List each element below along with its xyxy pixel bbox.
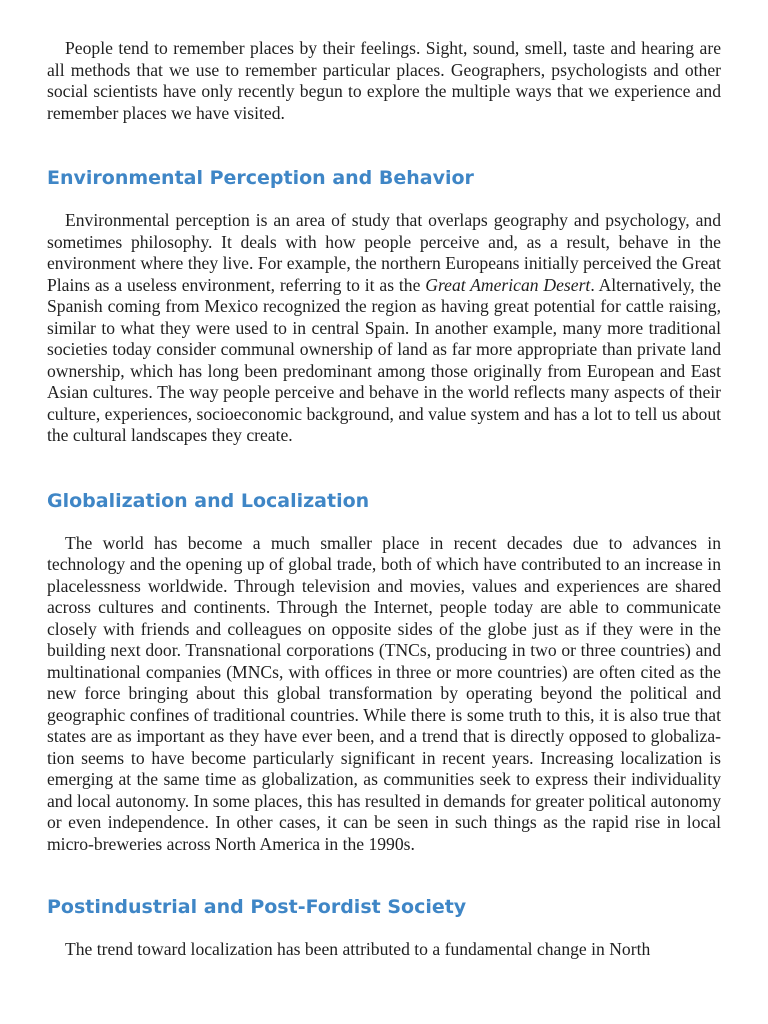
environmental-perception-text-a: Environmental perception is an area of study that overlaps geography and psychology, and sometimes philosophy. It deals with how people perceive and, as a result, behave in the environment where they live. For example, the northern Europeans initially perceived the Great Plains as a useless environment, referring to it as the [47,210,721,295]
section-heading-postindustrial: Postindustrial and Post-Fordist Society [47,896,467,918]
environmental-perception-paragraph [47,210,721,447]
document-page [47,38,721,961]
globalization-paragraph: The world has become a much smaller place in recent decades due to advances in technology and the opening up of global trade, both of which have contributed to an increase in placelessness worldwide. Through television and movies, values and experiences are shared across cultures and continents. Through the Internet, people today are able to communicate closely with friends and colleagues on opposite sides of the globe just as if they were in the building next door. Transnational corporations (TNCs, producing in two or three countries) and multinational companies (MNCs, with offices in three or more countries) are often cited as the new force bringing about this global transformation by operating beyond the political and geographic confines of traditional countries. While there is some truth to this, it is also true that states are as important as they have ever been, and a trend that is directly opposed to globalization seems to have become particularly significant in recent years. Increasing localization is emerging at the same time as globalization, as communities seek to express their individuality and local autonomy. In some places, this has resulted in demands for greater political autonomy or even independence. In other cases, it can be seen in such things as the rapid rise in local micro-breweries across North America in the 1990s. [47,532,721,854]
intro-paragraph: People tend to remember places by their feelings. Sight, sound, smell, taste and hearing are all methods that we use to remember particular places. Geographers, psychologists and other social scientists have only recently begun to explore the multiple ways that we experience and remember places we have visited. [47,38,721,123]
postindustrial-paragraph: The trend toward localization has been attributed to a fundamental change in North [65,939,651,959]
section-heading-environmental-perception: Environmental Perception and Behavior [47,167,474,189]
section-heading-globalization: Globalization and Localization [47,489,370,512]
environmental-perception-text-b: . Alternatively, the Spanish coming from Mexico recognized the region as having great potential for cattle raising, similar to what they were used to in central Spain. In another example, many more traditional societies today consider communal ownership of land as far more appropriate than private land ownership, which has long been predominant among those originally from European and East Asian cultures. The way people perceive and behave in the world reflects many aspects of their culture, experiences, socioeconomic background, and value system and has a lot to tell us about the cultural landscapes they create. [47,274,721,445]
great-american-desert-italic: Great American Desert [425,274,591,295]
